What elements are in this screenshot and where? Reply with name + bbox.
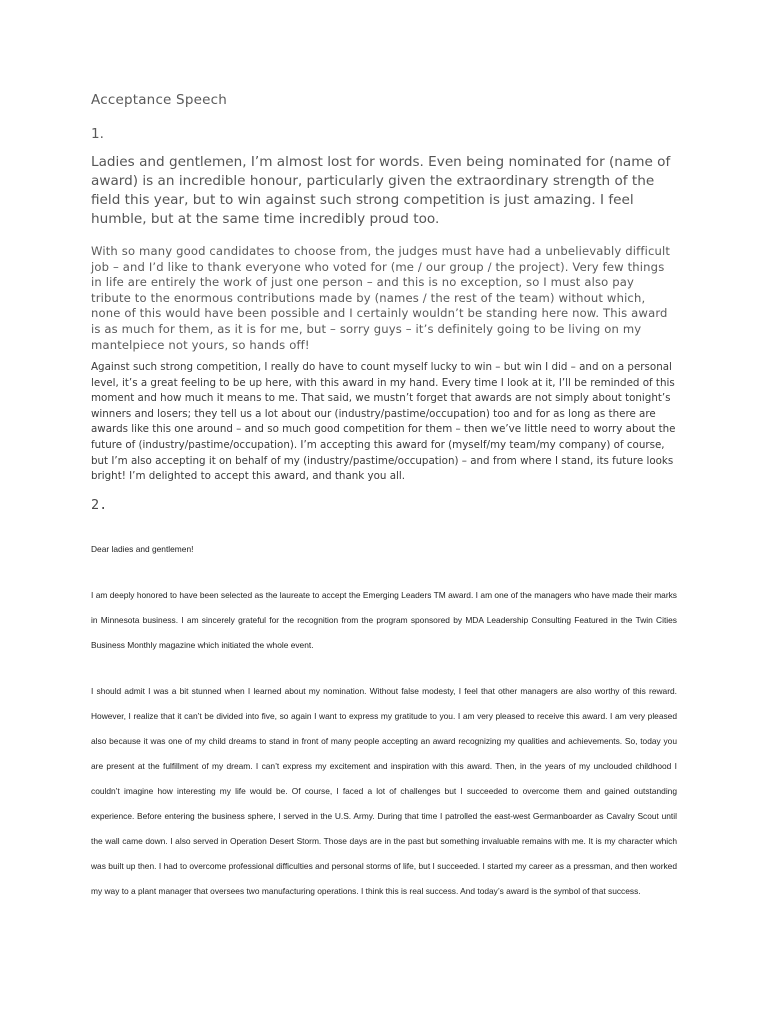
section-2-paragraph-1: I am deeply honored to have been selected as the laureate to accept the Emerging Leaders TM award. I am one of the managers who have made their marks in Minnesota business. I am sincerely grateful for the recognition from the program sponsored by MDA Leadership Consulting Featured in the Twin Cities Business Monthly magazine which initiated the whole event. — [91, 590, 677, 650]
document-title: Acceptance Speech — [91, 92, 227, 108]
section-1-paragraph-3: Against such strong competition, I really do have to count myself lucky to win – but win I did – and on a personal level, it’s a great feeling to be up here, with this award in my hand. Every time I look at it, I’ll be reminded of this moment and how much it means to me. That said, we mustn’t forget that awards are not simply about tonight’s winners and losers; they tell us a lot about our (industry/pastime/occupation) too and for as long as there are awards like this one around – and so much good competition for them – then we’ve little need to worry about the future of (industry/pastime/occupation). I’m accepting this award for (myself/my team/my company) of course, but I’m also accepting it on behalf of my (industry/pastime/occupation) – and from where I stand, its future looks bright! I’m delighted to accept this award, and thank you all. — [91, 361, 676, 483]
section-2-number: 2. — [91, 497, 108, 513]
section-2-paragraph-2: I should admit I was a bit stunned when I learned about my nomination. Without false modesty, I feel that other managers are also worthy of this reward. However, I realize that it can’t be divided into five, so again I want to express my gratitude to you. I am very pleased to receive this award. I am very pleased also because it was one of my child dreams to stand in front of many people accepting an award recognizing my qualities and achievements. So, today you are present at the fulfillment of my dream. I can’t express my excitement and inspiration with this award. Then, in the years of my unclouded childhood I couldn’t imagine how interesting my life would be. Of course, I faced a lot of challenges but I succeeded to overcome them and gained outstanding experience. Before entering the business sphere, I served in the U.S. Army. During that time I patrolled the east-west Germanboarder as Cavalry Scout until the wall came down. I also served in Operation Desert Storm. Those days are in the past but something invaluable remains with me. It is my character which was built up then. I had to overcome professional difficulties and personal storms of life, but I succeeded. I started my career as a pressman, and then worked my way to a plant manager that oversees two manufacturing operations. I think this is real success. And today’s award is the symbol of that success. — [91, 686, 677, 896]
section-2-greeting: Dear ladies and gentlemen! — [91, 544, 194, 554]
section-1-number: 1. — [91, 126, 104, 142]
section-1-paragraph-2: With so many good candidates to choose from, the judges must have had a unbelievably difficult job – and I’d like to thank everyone who voted for (me / our group / the project). Very few things in life are entirely the work of just one person – and this is no exception, so I must also pay tribute to the enormous contributions made by (names / the rest of the team) without which, none of this would have been possible and I certainly wouldn’t be standing here now. This award is as much for them, as it is for me, but – sorry guys – it’s definitely going to be living on my mantelpiece not yours, so hands off! — [91, 244, 671, 352]
section-1-paragraph-1: Ladies and gentlemen, I’m almost lost for words. Even being nominated for (name of award) is an incredible honour, particularly given the extraordinary strength of the field this year, but to win against such strong competition is just amazing. I feel humble, but at the same time incredibly proud too. — [91, 154, 671, 227]
